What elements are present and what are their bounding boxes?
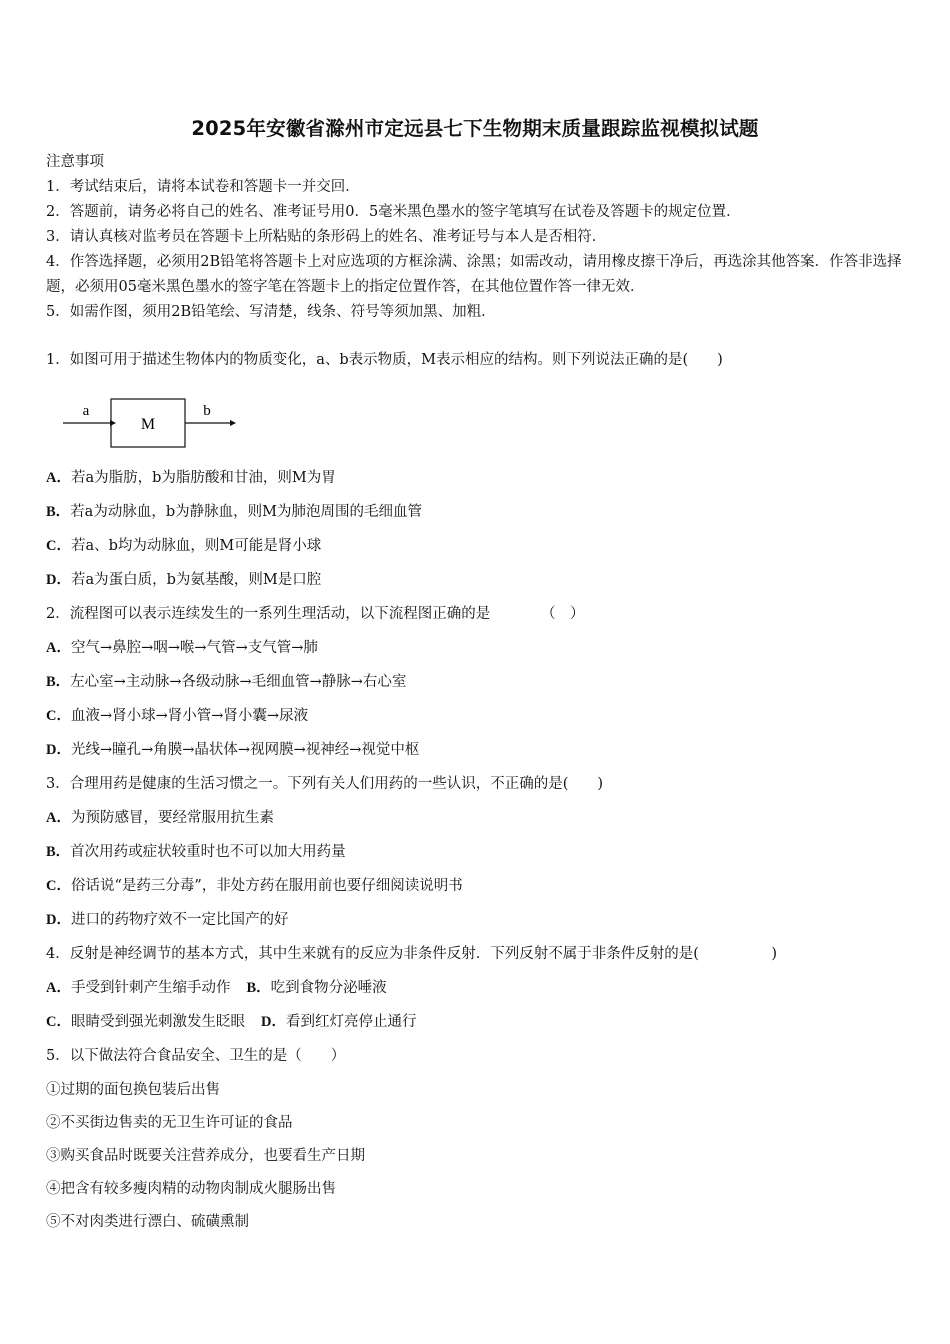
option-letter: D． [46, 742, 71, 758]
option-letter: A． [46, 980, 71, 996]
option-letter: D． [46, 572, 71, 588]
notice-section [46, 150, 906, 325]
question-2-stem: 2．流程图可以表示连续发生的一系列生理活动，以下流程图正确的是 （ ） [46, 606, 585, 622]
label-b: b [203, 403, 211, 419]
option-text: 左心室→主动脉→各级动脉→毛细血管→静脉→右心室 [70, 674, 407, 690]
question-2-option-d [46, 740, 916, 760]
process-diagram [60, 393, 250, 453]
option-letter: B． [46, 844, 71, 860]
question-5-item: ①过期的面包换包装后出售 [46, 1082, 220, 1098]
option-text: 若a为脂肪，b为脂肪酸和甘油，则M为胃 [70, 470, 336, 486]
question-1-option-a [46, 468, 916, 488]
option-text: 进口的药物疗效不一定比国产的好 [70, 912, 289, 928]
option-text: 为预防感冒，要经常服用抗生素 [70, 810, 274, 826]
option-text: 眼睛受到强光刺激发生眨眼 [70, 1014, 245, 1030]
question-3-stem: 3．合理用药是健康的生活习惯之一。下列有关人们用药的一些认识，不正确的是( ) [46, 776, 604, 792]
question-2-option-a [46, 638, 916, 658]
question-2-option-c [46, 706, 916, 726]
question-1-option-c [46, 536, 916, 556]
page-title: 2025年安徽省滁州市定远县七下生物期末质量跟踪监视模拟试题 [191, 117, 759, 140]
notice-item: 3．请认真核对监考员在答题卡上所粘贴的条形码上的姓名、准考证号与本人是否相符． [46, 229, 607, 245]
question-5-item: ③购买食品时既要关注营养成分，也要看生产日期 [46, 1148, 365, 1164]
option-letter: C． [46, 878, 71, 894]
question-2-option-b [46, 672, 916, 692]
option-letter: C． [46, 538, 71, 554]
diagram-svg [60, 393, 250, 453]
question-5-item: ④把含有较多瘦肉精的动物肉制成火腿肠出售 [46, 1181, 336, 1197]
question-1-stem: 1．如图可用于描述生物体内的物质变化，a、b表示物质，M表示相应的结构。则下列说法正确的是( ) [46, 352, 723, 368]
option-letter: B． [246, 980, 271, 996]
question-4-options-ab [46, 978, 916, 998]
option-letter: B． [46, 504, 71, 520]
option-letter: C． [46, 708, 71, 724]
question-3-option-c [46, 876, 916, 896]
notice-item: 5．如需作图，须用2B铅笔绘、写清楚，线条、符号等须加黑、加粗． [46, 304, 496, 320]
label-m: M [140, 416, 156, 433]
option-letter: A． [46, 640, 71, 656]
notice-item: 4．作答选择题，必须用2B铅笔将答题卡上对应选项的方框涂满、涂黑；如需改动，请用橡皮擦干净后，再选涂其他答案．作答非选择题，必须用05毫米黑色墨水的签字笔在答题卡上的指定位置作答，在其他位置作答一律无效． [46, 254, 902, 295]
question-5-stem: 5．以下做法符合食品安全、卫生的是（ ） [46, 1048, 346, 1064]
question-3-option-d [46, 910, 916, 930]
option-text: 手受到针刺产生缩手动作 [70, 980, 231, 996]
option-letter: A． [46, 470, 71, 486]
option-text: 吃到食物分泌唾液 [270, 980, 387, 996]
option-text: 若a为动脉血，b为静脉血，则M为肺泡周围的毛细血管 [70, 504, 422, 520]
option-text: 首次用药或症状较重时也不可以加大用药量 [70, 844, 346, 860]
question-4-stem: 4．反射是神经调节的基本方式，其中生来就有的反应为非条件反射．下列反射不属于非条件反射的是( ) [46, 946, 778, 962]
notice-item: 2．答题前，请务必将自己的姓名、准考证号用0．5毫米黑色墨水的签字笔填写在试卷及答题卡的规定位置． [46, 204, 741, 220]
option-letter: B． [46, 674, 71, 690]
question-3-option-a [46, 808, 916, 828]
question-5-item: ②不买街边售卖的无卫生许可证的食品 [46, 1115, 293, 1131]
option-letter: D． [46, 912, 71, 928]
notice-item: 1．考试结束后，请将本试卷和答题卡一并交回． [46, 179, 360, 195]
option-letter: A． [46, 810, 71, 826]
option-text: 光线→瞳孔→角膜→晶状体→视网膜→视神经→视觉中枢 [70, 742, 420, 758]
question-1-option-d [46, 570, 916, 590]
option-text: 血液→肾小球→肾小管→肾小囊→尿液 [70, 708, 309, 724]
option-text: 若a为蛋白质，b为氨基酸，则M是口腔 [70, 572, 322, 588]
option-text: 若a、b均为动脉血，则M可能是肾小球 [70, 538, 322, 554]
label-a: a [82, 403, 90, 419]
option-letter: D． [260, 1014, 286, 1030]
option-text: 空气→鼻腔→咽→喉→气管→支气管→肺 [70, 640, 318, 656]
question-1-option-b [46, 502, 916, 522]
question-5-item: ⑤不对肉类进行漂白、硫磺熏制 [46, 1214, 249, 1230]
option-letter: C． [46, 1014, 71, 1030]
output-arrowhead [230, 420, 236, 426]
notice-heading: 注意事项 [46, 154, 104, 170]
question-4-options-cd [46, 1012, 916, 1032]
option-text: 看到红灯亮停止通行 [285, 1014, 417, 1030]
question-3-option-b [46, 842, 916, 862]
option-text: 俗话说“是药三分毒”，非处方药在服用前也要仔细阅读说明书 [70, 878, 463, 894]
